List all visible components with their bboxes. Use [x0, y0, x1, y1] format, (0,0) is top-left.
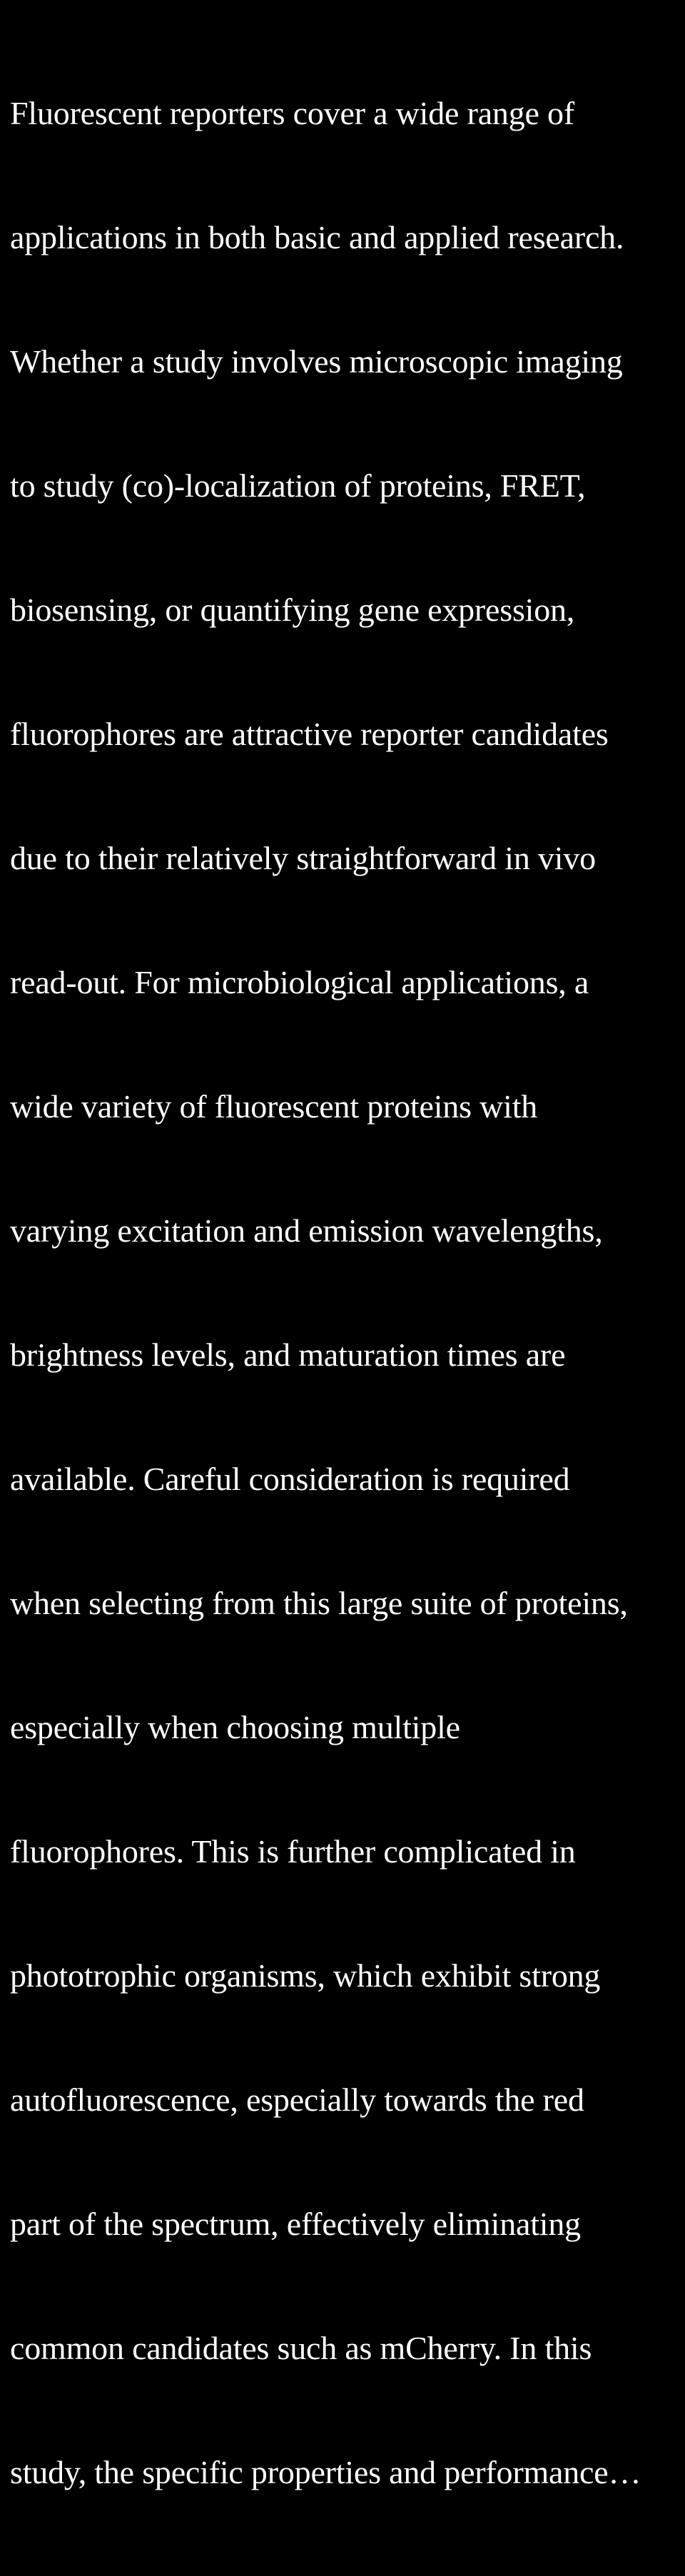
text-line: Whether a study involves microscopic imaging — [10, 343, 623, 380]
text-line: autofluorescence, especially towards the red — [10, 2081, 584, 2118]
text-line: varying excitation and emission wavelengths, — [10, 1212, 603, 1249]
text-line: common candidates such as mCherry. In this — [10, 2330, 592, 2366]
text-line: Fluorescent reporters cover a wide range of — [10, 95, 574, 131]
text-line: study, the specific properties and performance… — [10, 2454, 641, 2490]
text-line: wide variety of fluorescent proteins with — [10, 1088, 538, 1125]
text-line: read-out. For microbiological applications, a — [10, 964, 589, 1000]
text-line: applications in both basic and applied research. — [10, 219, 624, 255]
text-line: brightness levels, and maturation times are — [10, 1337, 566, 1373]
text-line: part of the spectrum, effectively eliminating — [10, 2206, 581, 2242]
text-line: fluorophores. This is further complicated in — [10, 1833, 576, 1870]
text-line: phototrophic organisms, which exhibit strong — [10, 1957, 601, 1994]
text-line: available. Careful consideration is required — [10, 1461, 570, 1497]
text-line: to study (co)-localization of proteins, FRET, — [10, 467, 586, 504]
text-line: due to their relatively straightforward in vivo — [10, 840, 596, 876]
text-line: especially when choosing multiple — [10, 1709, 460, 1745]
text-line: biosensing, or quantifying gene expression, — [10, 592, 575, 628]
text-line: when selecting from this large suite of proteins, — [10, 1585, 628, 1621]
abstract-text — [10, 10, 678, 2576]
text-line: fluorophores are attractive reporter candidates — [10, 716, 609, 752]
